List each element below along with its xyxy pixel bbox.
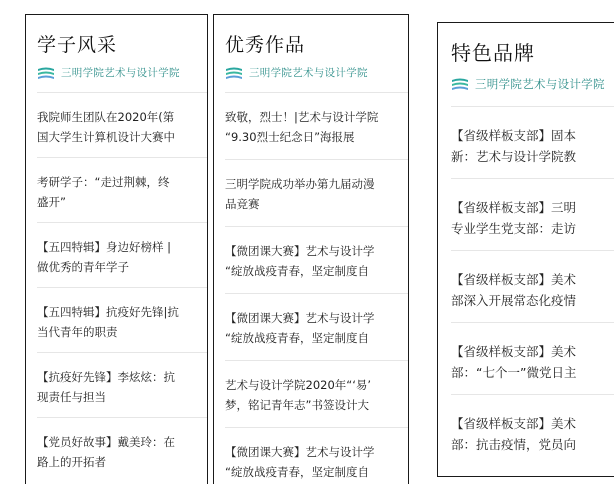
- article-item[interactable]: [225, 293, 408, 360]
- article-title-line: 【省级样板支部】美术: [451, 272, 577, 287]
- article-title-line: 梦，铭记青年志”书签设计大: [225, 398, 369, 412]
- article-title-line: 【抗疫好先锋】李炫炫：抗: [37, 370, 175, 384]
- panel-excellent-works: [213, 14, 409, 484]
- article-item[interactable]: [225, 360, 408, 427]
- article-list: [37, 92, 207, 482]
- panel-title: 特色品牌: [451, 41, 535, 65]
- school-logo-icon: [37, 67, 55, 79]
- article-item[interactable]: [451, 250, 614, 322]
- article-title-line: “绽放战疫青春，坚定制度自: [225, 264, 369, 278]
- article-item[interactable]: [451, 322, 614, 394]
- article-title-line: “绽放战疫青春，坚定制度自: [225, 465, 369, 479]
- article-title-line: 三明学院成功举办第九届动漫: [225, 177, 375, 191]
- article-item[interactable]: [37, 222, 207, 287]
- source-row[interactable]: [37, 65, 207, 80]
- article-title-line: 路上的开拓者: [37, 455, 106, 469]
- article-title-line: 【省级样板支部】美术: [451, 344, 577, 359]
- article-title-line: 做优秀的青年学子: [37, 260, 129, 274]
- article-title-line: 【微团课大赛】艺术与设计学: [225, 445, 375, 459]
- article-title-line: 【微团课大赛】艺术与设计学: [225, 244, 375, 258]
- article-title-line: 【省级样板支部】美术: [451, 416, 577, 431]
- panel-featured-brand: [437, 22, 614, 477]
- article-item[interactable]: [451, 178, 614, 250]
- article-title-line: 部：抗击疫情，党员向: [451, 437, 577, 452]
- source-row[interactable]: [451, 76, 614, 92]
- article-title-line: 盛开”: [37, 195, 66, 209]
- article-item[interactable]: [225, 427, 408, 484]
- article-title-line: 现责任与担当: [37, 390, 106, 404]
- article-title-line: 部：“七个一”微党日主: [451, 365, 577, 380]
- article-title-line: 【五四特辑】身边好榜样 |: [37, 240, 172, 254]
- article-item[interactable]: [225, 159, 408, 226]
- source-name: 三明学院艺术与设计学院: [61, 67, 180, 79]
- article-item[interactable]: [37, 157, 207, 222]
- article-item[interactable]: [37, 287, 207, 352]
- panel-student-style: [25, 14, 208, 484]
- article-title-line: 致敬，烈士！|艺术与设计学院: [225, 110, 379, 124]
- article-title-line: 【微团课大赛】艺术与设计学: [225, 311, 375, 325]
- article-title-line: 艺术与设计学院2020年“‘易’: [225, 378, 372, 392]
- source-name: 三明学院艺术与设计学院: [249, 67, 368, 79]
- article-title-line: 新：艺术与设计学院教: [451, 149, 577, 164]
- article-list: [225, 92, 408, 484]
- article-title-line: 【党员好故事】戴美玲：在: [37, 435, 175, 449]
- panel-title: 优秀作品: [225, 34, 306, 56]
- article-title-line: “绽放战疫青春，坚定制度自: [225, 331, 369, 345]
- source-name: 三明学院艺术与设计学院: [475, 77, 605, 91]
- article-list: [451, 106, 614, 466]
- article-title-line: 【五四特辑】抗疫好先锋|抗: [37, 305, 179, 319]
- article-item[interactable]: [37, 92, 207, 157]
- article-title-line: 品竞赛: [225, 197, 260, 211]
- article-item[interactable]: [225, 226, 408, 293]
- article-title-line: 考研学子：“走过荆棘，终: [37, 175, 170, 189]
- article-title-line: 【省级样板支部】固本: [451, 128, 577, 143]
- source-row[interactable]: [225, 65, 408, 80]
- article-title-line: “9.30烈士纪念日”海报展: [225, 130, 355, 144]
- article-item[interactable]: [451, 106, 614, 178]
- article-title-line: 我院师生团队在2020年(第: [37, 110, 175, 124]
- article-title-line: 国大学生计算机设计大赛中: [37, 130, 175, 144]
- article-item[interactable]: [37, 417, 207, 482]
- article-item[interactable]: [37, 352, 207, 417]
- article-title-line: 部深入开展常态化疫情: [451, 293, 577, 308]
- panel-title: 学子风采: [37, 34, 118, 56]
- article-item[interactable]: [225, 92, 408, 159]
- school-logo-icon: [225, 67, 243, 79]
- school-logo-icon: [451, 78, 469, 90]
- article-title-line: 当代青年的职责: [37, 325, 118, 339]
- article-title-line: 专业学生党支部：走访: [451, 221, 577, 236]
- article-item[interactable]: [451, 394, 614, 466]
- article-title-line: 【省级样板支部】三明: [451, 200, 577, 215]
